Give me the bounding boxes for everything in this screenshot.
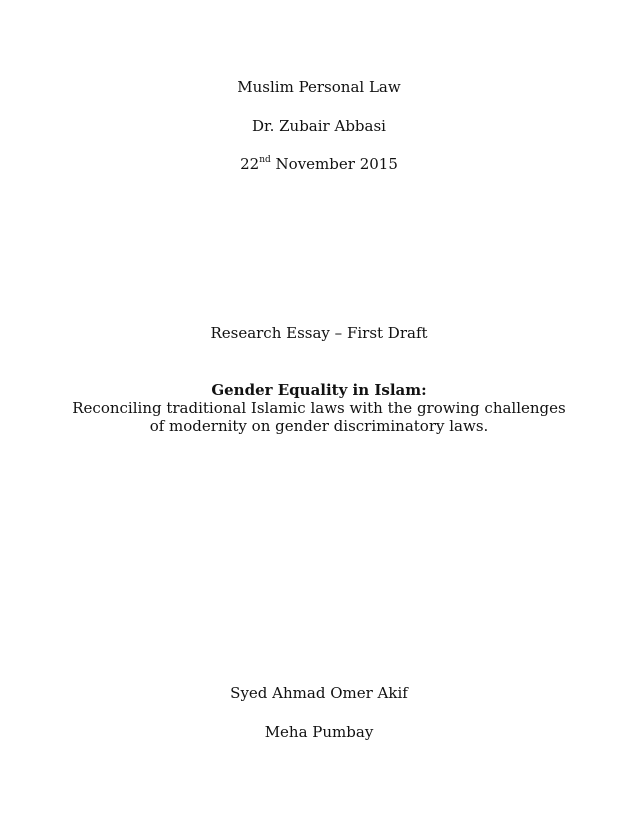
course-name: Muslim Personal Law	[237, 78, 401, 96]
author-name: Meha Pumbay	[264, 723, 374, 741]
essay-title: Gender Equality in Islam:	[211, 381, 427, 399]
date-ordinal-suffix: nd	[259, 155, 271, 165]
essay-title-block	[30, 381, 608, 435]
submission-date	[0, 155, 638, 173]
date-month-year: November 2015	[270, 155, 398, 173]
essay-subtitle-line-2: of modernity on gender discriminatory laws.	[149, 417, 489, 435]
date-day: 22	[240, 155, 260, 173]
essay-type: Research Essay – First Draft	[210, 324, 428, 342]
author-name: Syed Ahmad Omer Akif	[230, 684, 408, 702]
essay-subtitle-line-1: Reconciling traditional Islamic laws with the growing challenges	[72, 399, 566, 417]
instructor-name: Dr. Zubair Abbasi	[252, 117, 386, 135]
